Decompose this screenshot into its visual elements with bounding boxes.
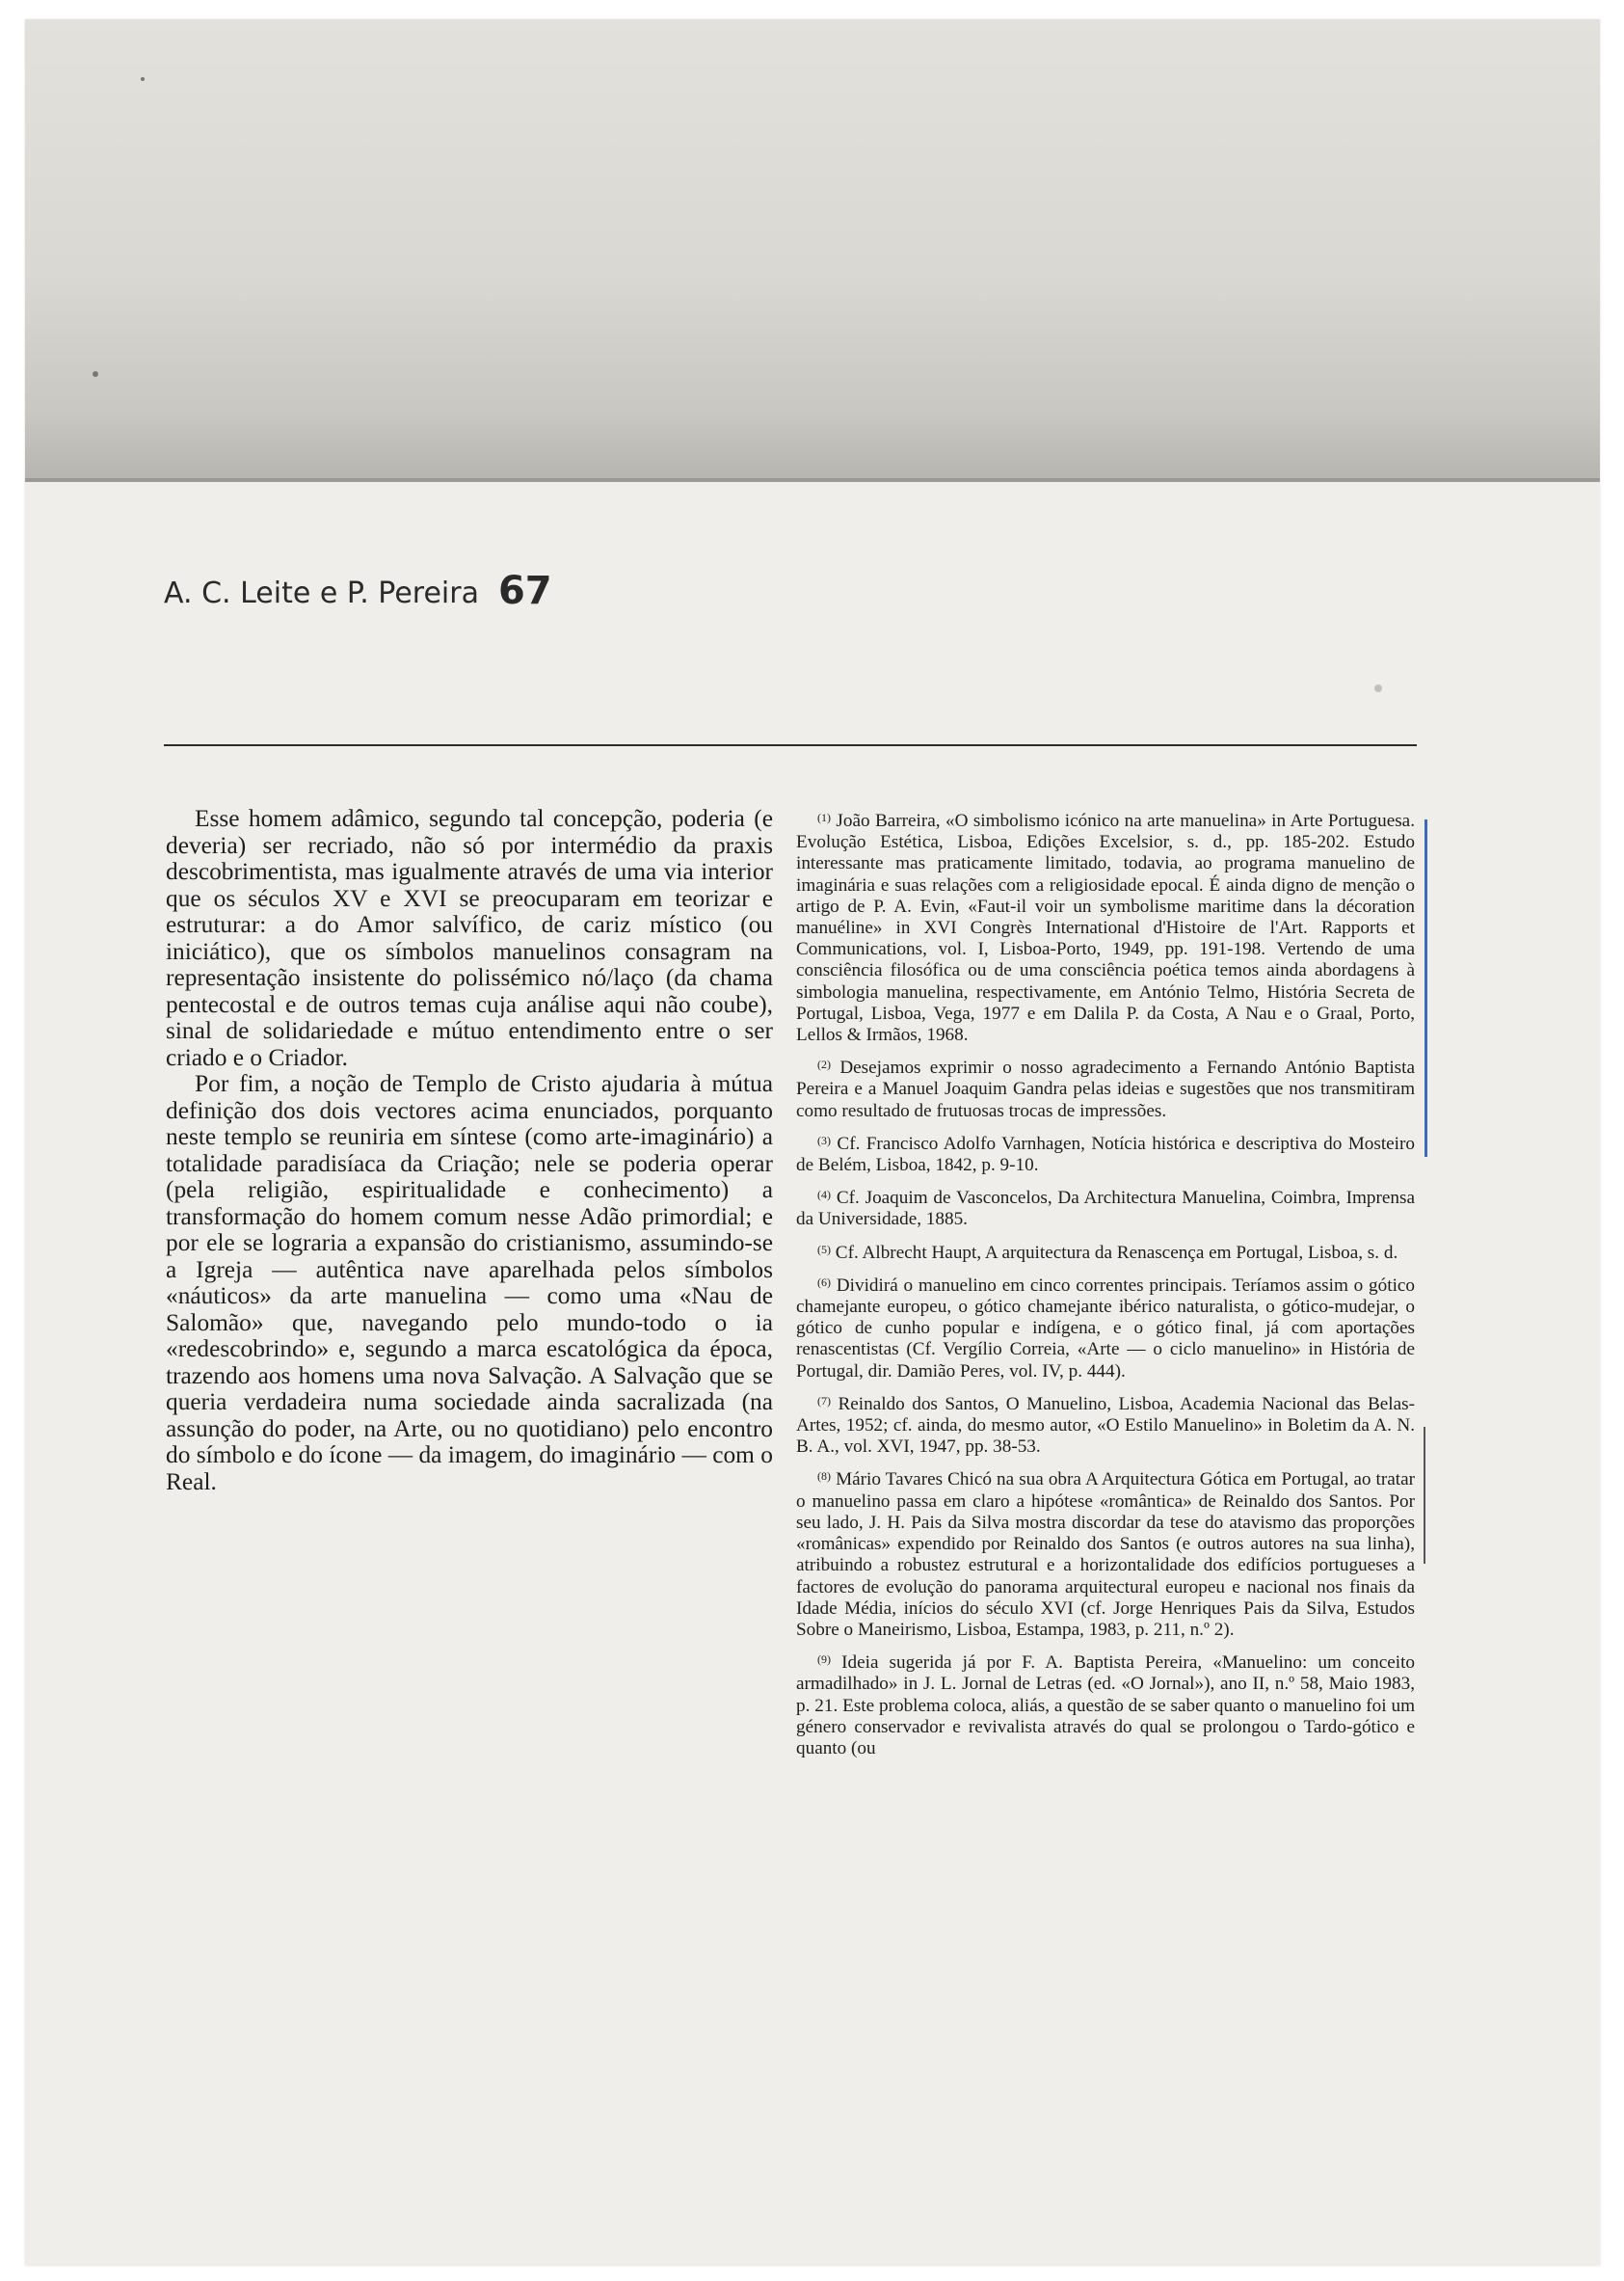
- margin-pencil-mark: [1424, 1427, 1425, 1564]
- margin-pen-mark: [1424, 819, 1427, 1157]
- footnote: [796, 1054, 1415, 1122]
- footnote-text: Mário Tavares Chicó na sua obra A Arquitectura Gótica em Portugal, ao tratar o manuelino passa em claro a hipótese «romântica» de Reinaldo dos Santos. Por seu lado, J. H. Pais da Silva mostra discordar da tese do atavismo das proporções «românicas» expendido por Reinaldo dos Santos (e outros autores na sua linha), atribuindo a robustez estrutural e a horizontalidade dos edifícios portugueses a factores de evolução do panorama arquitectural europeu e nacional nos finais da Idade Média, inícios do século XVI (cf. Jorge Henriques Pais da Silva, Estudos Sobre o Maneirismo, Lisboa, Estampa, 1983, p. 211, n.º 2).: [796, 1469, 1416, 1640]
- footnote-text: Desejamos exprimir o nosso agradecimento a Fernando António Baptista Pereira e a Manuel Joaquim Gandra pelas ideias e sugestões que nos transmitiram como resultado de frutuosas trocas de impressões.: [796, 1058, 1416, 1121]
- footnote-text: Cf. Albrecht Haupt, A arquitectura da Renascença em Portugal, Lisboa, s. d.: [835, 1242, 1398, 1263]
- footnote-text: Cf. Joaquim de Vasconcelos, Da Architectura Manuelina, Coimbra, Imprensa da Universidade, 1885.: [796, 1188, 1415, 1230]
- page-header: [164, 562, 552, 613]
- footnote-text: Dividirá o manuelino em cinco correntes principais. Teríamos assim o gótico chamejante europeu, o gótico chamejante ibérico naturalista, o gótico-mudejar, o gótico de cunho popular e indígena, e o gótico final, já com aportações renascentistas (Cf. Vergílio Correia, «Arte — o ciclo manuelino» in História de Portugal, dir. Damião Peres, vol. IV, p. 444).: [796, 1275, 1416, 1382]
- header-authors: A. C. Leite e P. Pereira: [164, 577, 479, 610]
- footnote: [796, 1390, 1415, 1459]
- dust-speck: [141, 77, 145, 81]
- footnote-text: Cf. Francisco Adolfo Varnhagen, Notícia histórica e descriptiva do Mosteiro de Belém, Lisboa, 1842, p. 9-10.: [796, 1133, 1415, 1176]
- body-paragraph: Esse homem adâmico, segundo tal concepção, poderia (e deveria) ser recriado, não só por intermédio da praxis descobrimentista, mas igualmente através de uma via interior que os séculos XV e XVI se preocuparam em teorizar e estruturar: a do Amor salvífico, de cariz místico (ou iniciático), que os símbolos manuelinos consagram na representação insistente do polissémico nó/laço (da chama pentecostal e de outros temas cuja análise aqui não coube), sinal de solidariedade e mútuo entendimento entre o ser criado e o Criador.: [166, 805, 773, 1071]
- page-number: 67: [497, 569, 552, 613]
- footnote: [796, 1184, 1415, 1230]
- body-paragraph: Por fim, a noção de Templo de Cristo ajudaria à mútua definição dos dois vectores acima enunciados, porquanto neste templo se reuniria em síntese (como arte-imaginário) a totalidade paradisíaca da Criação; nele se poderia operar (pela religião, espiritualidade e conhecimento) a transformação do homem comum nesse Adão primordial; e por ele se lograria a expansão do cristianismo, assumindo-se a Igreja — autêntica nave aparelhada pelos símbolos «náuticos» da arte manuelina — como uma «Nau de Salomão» que, navegando pelo mundo-todo o ia «redescobrindo» e, segundo a marca escatológica da época, trazendo aos homens uma nova Salvação. A Salvação que se queria verdadeira numa sociedade ainda sacralizada (na assunção do poder, na Arte, ou no quotidiano) pelo encontro do símbolo e do ícone — da imagem, do imaginário — com o Real.: [166, 1070, 773, 1495]
- footnote-marker: (4): [817, 1188, 831, 1202]
- footnotes-column: [796, 807, 1415, 1767]
- footnote-marker: (2): [817, 1058, 831, 1072]
- footnote: [796, 1130, 1415, 1176]
- main-text-column: [166, 806, 773, 1495]
- footnote-marker: (5): [817, 1242, 831, 1256]
- footnote-text: Ideia sugerida já por F. A. Baptista Pereira, «Manuelino: um conceito armadilhado» in J. L. Jornal de Letras (ed. «O Jornal»), ano II, n.º 58, Maio 1983, p. 21. Este problema coloca, aliás, a questão de se saber quanto o manuelino foi um género conservador e revivalista através do qual se prolongou o Tardo-gótico e quanto (ou: [796, 1652, 1416, 1758]
- header-rule: [164, 744, 1417, 746]
- footnote: [796, 1465, 1415, 1641]
- top-shadow-band: [25, 19, 1600, 482]
- footnote-marker: (7): [817, 1393, 831, 1408]
- footnote-marker: (3): [817, 1133, 831, 1147]
- footnote: [796, 1272, 1415, 1382]
- footnote-marker: (1): [817, 811, 831, 824]
- footnote-marker: (8): [817, 1469, 831, 1484]
- footnote: [796, 807, 1415, 1046]
- footnote: [796, 1649, 1415, 1759]
- footnote-marker: (6): [817, 1275, 831, 1289]
- footnote: [796, 1239, 1415, 1264]
- dust-speck: [93, 371, 98, 377]
- footnote-text: João Barreira, «O simbolismo icónico na arte manuelina» in Arte Portuguesa. Evolução Estética, Lisboa, Edições Excelsior, s. d., pp. 185-202. Estudo interessante mas praticamente limitado, todavia, ao programa manuelino de imaginária e suas relações com a religiosidade epocal. É ainda digno de menção o artigo de P. A. Evin, «Faut-il voir un symbolisme maritime dans la décoration manuéline» in XVI Congrès International d'Histoire de l'Art. Rapports et Communications, vol. I, Lisboa-Porto, 1949, pp. 191-198. Vertendo de uma consciência filosófica ou de uma consciência poética temos ainda abordagens à simbologia manuelina, respectivamente, em António Telmo, História Secreta de Portugal, Lisboa, Vega, 1977 e em Dalila P. da Costa, A Nau e o Graal, Porto, Lellos & Irmãos, 1968.: [796, 811, 1415, 1046]
- footnote-text: Reinaldo dos Santos, O Manuelino, Lisboa, Academia Nacional das Belas-Artes, 1952; cf. ainda, do mesmo autor, «O Estilo Manuelino» in Boletim da A. N. B. A., vol. XVI, 1947, pp. 38-53.: [796, 1393, 1416, 1458]
- dust-speck: [1374, 684, 1382, 692]
- footnote-marker: (9): [817, 1652, 831, 1667]
